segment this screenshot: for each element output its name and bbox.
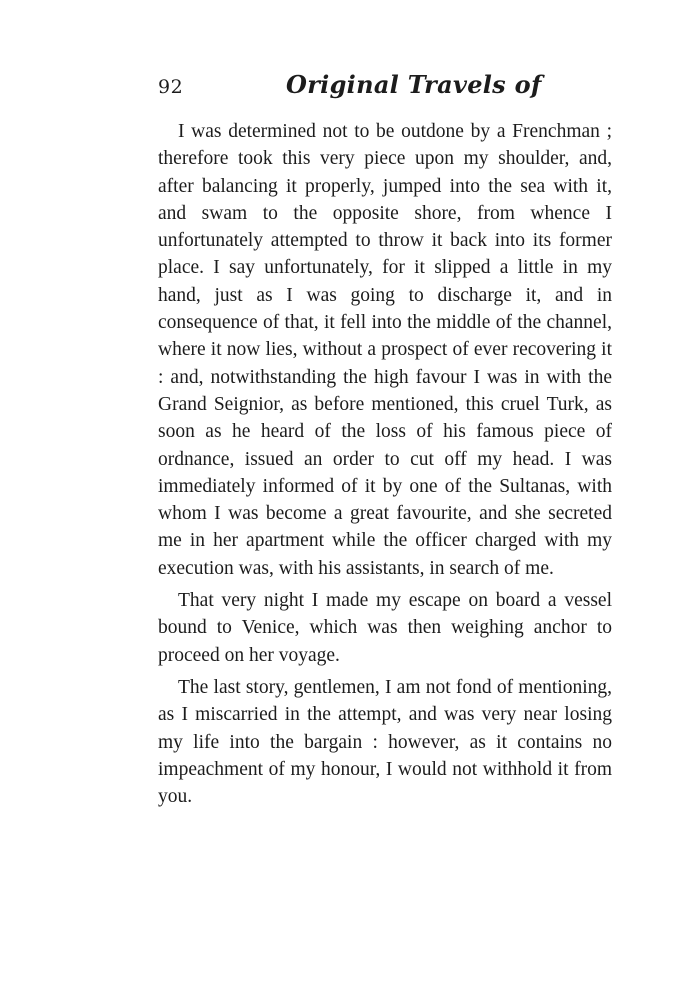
paragraph: I was determined not to be outdone by a Frenchman ; therefore took this very piece upon my shoulder, and, after balancing it properly, jumped into the sea with it, and swam to the opposite shore, from whence I unfortunately attempted to throw it back into its former place. I say unfortunately, for it slipped a little in my hand, just as I was going to discharge it, and in consequence of that, it fell into the middle of the channel, where it now lies, without a prospect of ever recovering it : and, notwithstanding the high favour I was in with the Grand Seignior, as before mentioned, this cruel Turk, as soon as he heard of the loss of his famous piece of ordnance, issued an order to cut off my head. I was immediately informed of it by one of the Sultanas, with whom I was become a great favourite, and she secreted me in her apartment while the officer charged with my execution was, with his assistants, in search of me. [158,121,612,579]
page-number: 92 [158,76,184,98]
running-title: Original Travels of [286,70,542,99]
running-head [158,70,614,104]
body-text [158,118,612,815]
paragraph: The last story, gentlemen, I am not fond of mentioning, as I miscarried in the attempt, and was very near losing my life into the bargain : however, as it contains no impeachment of my honour, I would not withhold it from you. [158,676,612,808]
paragraph: That very night I made my escape on board a vessel bound to Venice, which was then weighing anchor to proceed on her voyage. [158,590,612,666]
